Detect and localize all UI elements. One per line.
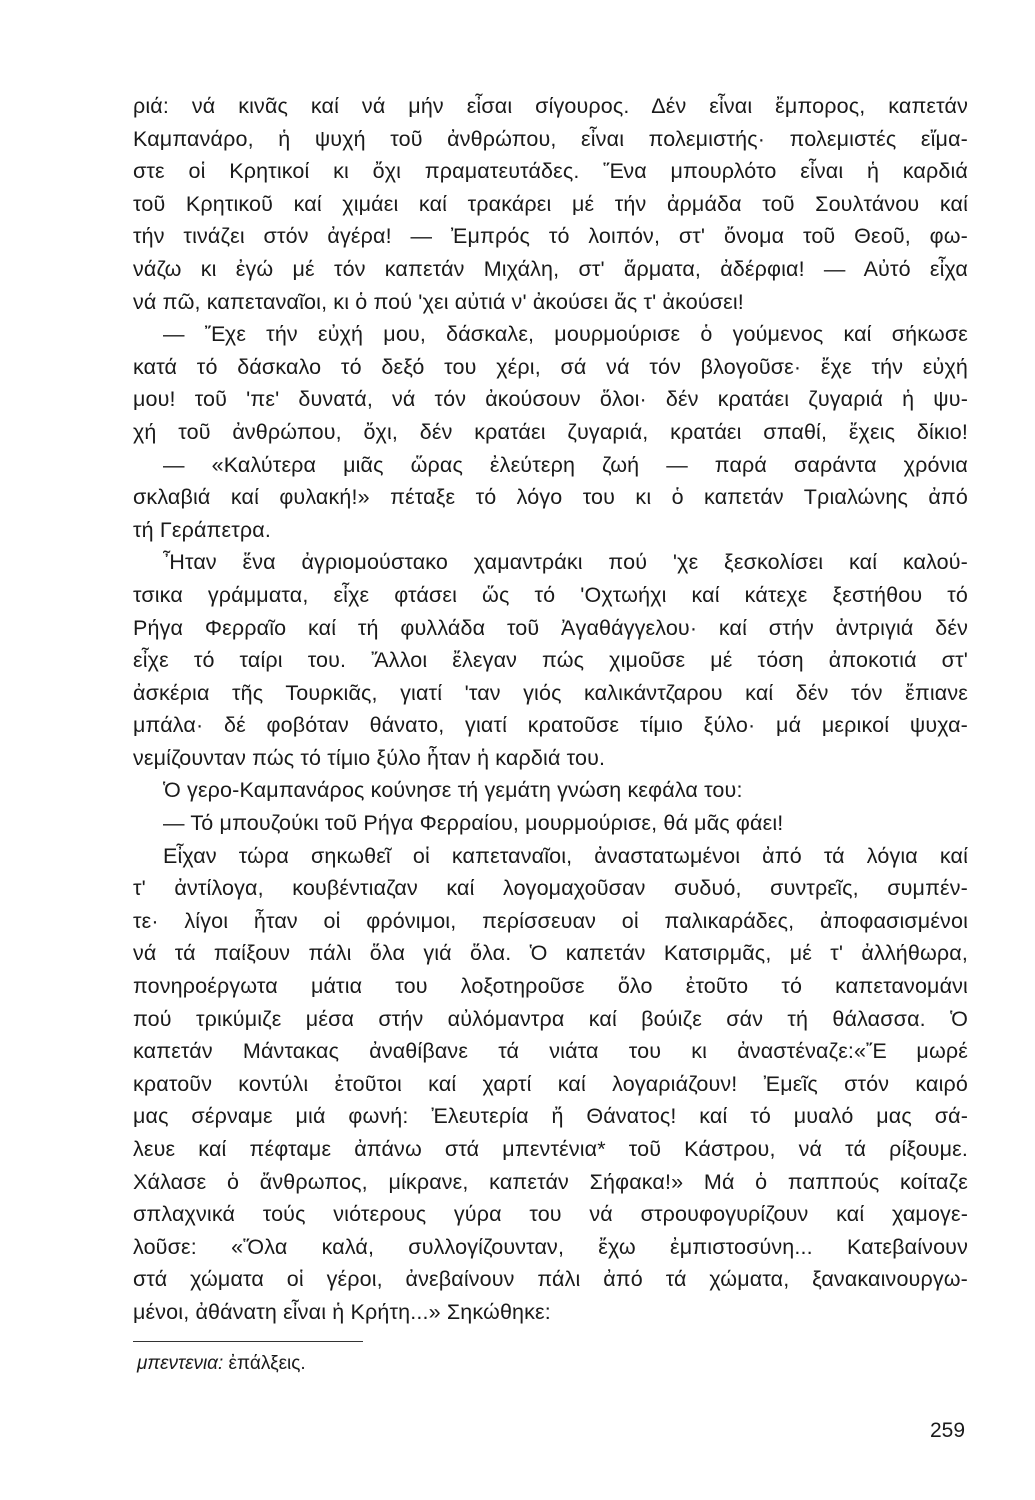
text-line: καπετάν Μάντακας ἀναθίβανε τά νιάτα του κι ἀναστέναζε:«Ἔ μωρέ [133, 1039, 968, 1064]
text-line: ριά: νά κινᾶς καί νά μήν εἶσαι σίγουρος. Δέν εἶναι ἔμπορος, καπετάν [133, 94, 968, 118]
text-line: Ἦταν ἕνα ἀγριομούστακο χαμαντράκι πού 'χε ξεσκολίσει καί καλού- [163, 550, 968, 575]
text-line: μένοι, ἀθάνατη εἶναι ἡ Κρήτη...» Σηκώθηκε: [133, 1299, 551, 1324]
text-line: πού τρικύμιζε μέσα στήν αὐλόμαντρα καί βούιζε σάν τή θάλασσα. Ὁ [133, 1006, 968, 1031]
footnote-definition: ἐπάλξεις. [223, 1353, 306, 1374]
text-line: λοῦσε: «Ὅλα καλά, συλλογίζουνταν, ἔχω ἐμπιστοσύνη... Κατεβαίνουν [133, 1234, 968, 1259]
text-line: κατά τό δάσκαλο τό δεξό του χέρι, σά νά τόν βλογοῦσε· ἔχε τήν εὐχή [133, 354, 968, 379]
text-line: στά χώματα οἱ γέροι, ἀνεβαίνουν πάλι ἀπό τά χώματα, ξανακαινουργω- [133, 1267, 968, 1292]
text-line: στε οἱ Κρητικοί κι ὄχι πραματευτάδες. Ἕνα μπουρλότο εἶναι ἡ καρδιά [133, 159, 968, 184]
text-line: Χάλασε ὁ ἄνθρωπος, μίκρανε, καπετάν Σήφακα!» Μά ὁ παππούς κοίταζε [133, 1169, 968, 1194]
body-text [133, 90, 968, 1329]
text-line: — Τό μπουζούκι τοῦ Ρήγα Φερραίου, μουρμούρισε, θά μᾶς φάει! [163, 811, 784, 836]
text-line: χή τοῦ ἀνθρώπου, ὄχι, δέν κρατάει ζυγαριά, κρατάει σπαθί, ἔχεις δίκιο! [133, 419, 968, 444]
text-line: σπλαχνικά τούς νιότερους γύρα του νά στρουφογυρίζουν καί χαμογε- [133, 1202, 968, 1227]
footnote-term: μπεντενια: [137, 1353, 224, 1374]
text-line: τσικα γράμματα, εἶχε φτάσει ὥς τό 'Οχτωήχι καί κάτεχε ξεστήθου τό [133, 582, 968, 607]
text-line: ἀσκέρια τῆς Τουρκιᾶς, γιατί 'ταν γιός καλικάντζαρου καί δέν τόν ἔπιανε [133, 680, 968, 705]
text-line: μας σέρναμε μιά φωνή: Ἐλευτερία ἤ Θάνατος! καί τό μυαλό μας σά- [133, 1104, 968, 1129]
text-line: πονηροέργωτα μάτια του λοξοτηροῦσε ὅλο ἐτοῦτο τό καπετανομάνι [133, 974, 968, 999]
text-line: νά τά παίξουν πάλι ὅλα γιά ὅλα. Ὁ καπετάν Κατσιρμᾶς, μέ τ' ἀλλήθωρα, [133, 941, 968, 966]
text-line: λευε καί πέφταμε ἀπάνω στά μπεντένια* τοῦ Κάστρου, νά τά ρίξουμε. [133, 1137, 968, 1161]
text-line: Ρήγα Φερραῖο καί τή φυλλάδα τοῦ Ἀγαθάγγελου· καί στήν ἀντριγιά δέν [133, 615, 968, 640]
footnote [137, 1352, 306, 1376]
text-line: — «Καλύτερα μιᾶς ὥρας ἐλεύτερη ζωή — παρά σαράντα χρόνια [163, 452, 968, 477]
text-line: μπάλα· δέ φοβόταν θάνατο, γιατί κρατοῦσε τίμιο ξύλο· μά μερικοί ψυχα- [133, 713, 968, 738]
text-line: — Ἔχε τήν εὐχή μου, δάσκαλε, μουρμούρισε ὁ γούμενος καί σήκωσε [163, 322, 968, 347]
text-line: τή Γεράπετρα. [133, 517, 272, 542]
text-line: εἶχε τό ταίρι του. Ἄλλοι ἔλεγαν πώς χιμοῦσε μέ τόση ἀποκοτιά στ' [133, 648, 968, 673]
text-line: κρατοῦν κοντύλι ἐτοῦτοι καί χαρτί καί λογαριάζουν! Ἐμεῖς στόν καιρό [133, 1071, 968, 1096]
text-line: τοῦ Κρητικοῦ καί χιμάει καί τρακάρει μέ τήν ἀρμάδα τοῦ Σουλτάνου καί [133, 191, 968, 216]
text-line: Ὁ γερο-Καμπανάρος κούνησε τή γεμάτη γνώση κεφάλα του: [163, 778, 743, 803]
page-number: 259 [930, 1419, 966, 1442]
footnote-divider [133, 1341, 363, 1342]
text-line: σκλαβιά καί φυλακή!» πέταξε τό λόγο του κι ὁ καπετάν Τριαλώνης ἀπό [133, 485, 968, 510]
text-line: νάζω κι ἐγώ μέ τόν καπετάν Μιχάλη, στ' ἅρματα, ἀδέρφια! — Αὐτό εἶχα [133, 256, 968, 281]
text-line: τήν τινάζει στόν ἀγέρα! — Ἐμπρός τό λοιπόν, στ' ὄνομα τοῦ Θεοῦ, φω- [133, 224, 968, 249]
text-line: νά πῶ, καπεταναῖοι, κι ὁ πού 'χει αὐτιά ν' ἀκούσει ἄς τ' ἀκούσει! [133, 289, 744, 314]
text-line: μου! τοῦ 'πε' δυνατά, νά τόν ἀκούσουν ὅλοι· δέν κρατάει ζυγαριά ἡ ψυ- [133, 387, 968, 412]
text-line: Εἶχαν τώρα σηκωθεῖ οἱ καπεταναῖοι, ἀναστατωμένοι ἀπό τά λόγια καί [163, 843, 968, 868]
text-line: τ' ἀντίλογα, κουβέντιαζαν καί λογομαχοῦσαν συδυό, συντρεῖς, συμπέν- [133, 876, 968, 901]
text-line: νεμίζουνταν πώς τό τίμιο ξύλο ἦταν ἡ καρδιά του. [133, 745, 606, 770]
text-line: τε· λίγοι ἦταν οἱ φρόνιμοι, περίσσευαν οἱ παλικαράδες, ἀποφασισμένοι [133, 908, 968, 933]
text-line: Καμπανάρο, ἡ ψυχή τοῦ ἀνθρώπου, εἶναι πολεμιστής· πολεμιστές εἴμα- [133, 126, 968, 151]
